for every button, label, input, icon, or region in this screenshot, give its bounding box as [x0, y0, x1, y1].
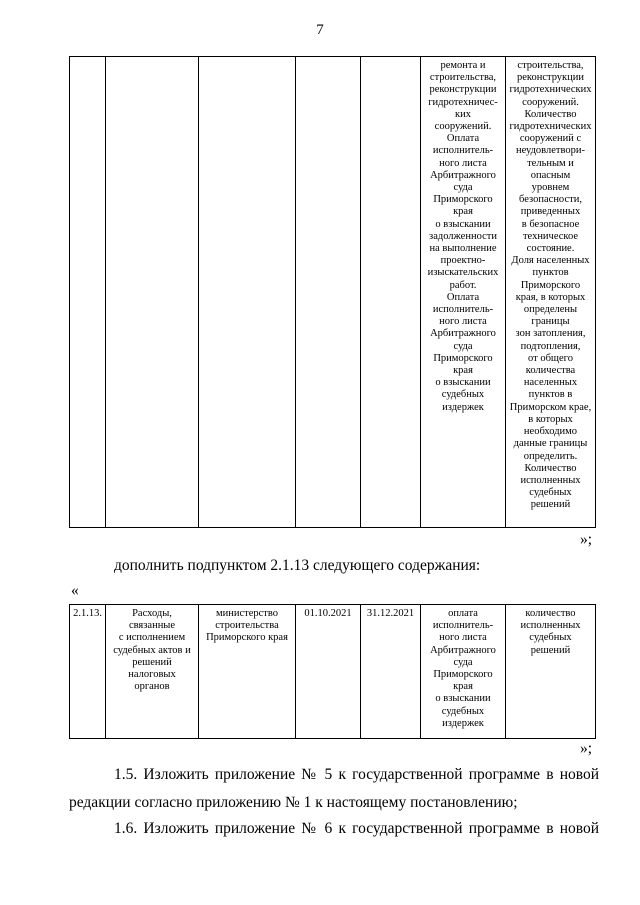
- cell-line: исполнитель-: [432, 620, 494, 632]
- cell-line: количества: [525, 365, 576, 377]
- cell-line: Приморском крае,: [509, 401, 592, 413]
- cell-line: реконструкции: [429, 84, 497, 96]
- cell-line: строительства,: [517, 60, 584, 71]
- row-indicator: [506, 605, 595, 657]
- cell-num: [70, 605, 106, 739]
- cell-line: края: [453, 206, 473, 218]
- cell-line: границы: [531, 316, 570, 328]
- paragraph-1-6: [69, 815, 599, 843]
- cell-event: [421, 605, 506, 739]
- cell-line: гидротехнических: [509, 121, 592, 133]
- cell-line: Приморского края: [206, 632, 288, 644]
- cell-start: [296, 57, 361, 528]
- table-continuation: [69, 56, 596, 528]
- cell-line: гидротехничес-: [428, 96, 498, 108]
- cell-line: необходимо: [523, 426, 578, 438]
- intro-text: дополнить подпунктом 2.1.13 следующего содержания:: [114, 557, 481, 574]
- cell-line: работ.: [449, 279, 477, 291]
- cell-line: Расходы,: [132, 608, 172, 619]
- cell-line: Оплата: [446, 291, 480, 303]
- cell-line: Приморского: [433, 352, 493, 364]
- event-text: [421, 57, 505, 414]
- cell-line: с исполнением: [118, 632, 186, 644]
- cell-line: решений: [530, 499, 571, 511]
- cell-line: Количество: [524, 108, 577, 120]
- cell-line: Количество: [524, 462, 577, 474]
- cell-event: [421, 57, 506, 528]
- cell-line: изыскательских: [427, 267, 499, 279]
- cell-line: ного листа: [439, 316, 487, 328]
- cell-line: гидротехнических: [509, 84, 592, 96]
- cell-end: [361, 57, 421, 528]
- cell-line: исполнитель-: [432, 145, 494, 157]
- cell-line: от общего: [528, 352, 573, 364]
- row-start-date: 01.10.2021: [304, 608, 352, 619]
- paragraph-line: редакции согласно приложению № 1 к настоящему постановлению;: [69, 794, 518, 811]
- cell-line: о взыскании: [435, 377, 491, 389]
- cell-line: исполнитель-: [432, 304, 494, 316]
- cell-line: суда: [453, 340, 473, 352]
- row-executor: [199, 605, 295, 645]
- row-number: 2.1.13.: [73, 608, 102, 619]
- cell-line: строительства,: [429, 72, 497, 84]
- closing-quote: »;: [580, 740, 593, 757]
- cell-end: [361, 605, 421, 739]
- cell-line: Приморского: [520, 279, 581, 291]
- cell-line: решений: [132, 656, 172, 668]
- cell-line: данные границы: [513, 438, 588, 450]
- cell-indicator: [506, 57, 596, 528]
- cell-line: проектно-: [440, 255, 486, 267]
- cell-line: населенных: [523, 377, 578, 389]
- cell-line: издержек: [442, 717, 484, 729]
- cell-line: суда: [453, 656, 473, 668]
- row-end-date: 31.12.2021: [366, 608, 415, 619]
- cell-line: о взыскании: [435, 218, 491, 230]
- cell-line: определить.: [523, 450, 578, 462]
- cell-line: Оплата: [446, 133, 480, 145]
- cell-line: на выполнение: [429, 243, 497, 255]
- cell-line: края, в которых: [515, 291, 586, 303]
- cell-line: определены: [523, 304, 578, 316]
- cell-line: края: [453, 681, 473, 693]
- cell-line: Арбитражного: [430, 169, 496, 181]
- row-name: [106, 605, 198, 693]
- cell-line: опасным: [530, 169, 571, 181]
- cell-line: Арбитражного: [430, 644, 496, 656]
- opening-quote: «: [71, 582, 79, 599]
- cell-line: сооружений.: [434, 121, 492, 133]
- page-number: 7: [316, 22, 324, 38]
- cell-line: ного листа: [439, 157, 487, 169]
- cell-line: судебных: [529, 632, 572, 644]
- cell-line: пунктов: [532, 267, 569, 279]
- cell-line: строительства: [215, 620, 279, 632]
- indicator-text: [506, 57, 595, 512]
- cell-line: количество: [525, 608, 576, 619]
- cell-line: неудовлетвори-: [515, 145, 585, 157]
- cell-line: Приморского: [433, 669, 493, 681]
- cell-line: судебных: [441, 389, 485, 401]
- cell-line: пунктов в: [528, 389, 573, 401]
- cell-line: оплата: [448, 608, 478, 619]
- cell-line: Арбитражного: [430, 328, 496, 340]
- cell-line: Доля населенных: [511, 255, 590, 267]
- cell-name: [106, 605, 199, 739]
- cell-line: суда: [453, 182, 473, 194]
- paragraph-line: 1.6. Изложить приложение № 6 к государственной программе в новой: [114, 820, 599, 837]
- cell-line: Приморского: [433, 194, 493, 206]
- cell-line: исполненных: [520, 474, 581, 486]
- cell-line: ремонта и: [440, 60, 486, 71]
- row-event: [421, 605, 505, 730]
- cell-line: ких: [455, 108, 471, 120]
- table-new-row: [69, 604, 596, 739]
- cell-executor: [199, 605, 296, 739]
- cell-line: зон затопления,: [515, 328, 586, 340]
- cell-line: издержек: [442, 401, 484, 413]
- cell-line: техническое: [522, 230, 579, 242]
- cell-line: судебных актов и: [113, 644, 191, 656]
- cell-line: реконструкции: [516, 72, 585, 84]
- cell-start: [296, 605, 361, 739]
- cell-line: состояние.: [526, 243, 575, 255]
- cell-line: министерство: [215, 608, 279, 619]
- cell-line: задолженности: [429, 230, 497, 242]
- cell-executor: [199, 57, 296, 528]
- cell-line: исполненных: [520, 620, 581, 632]
- cell-indicator: [506, 605, 596, 739]
- cell-line: связанные: [128, 620, 176, 632]
- closing-quote: »;: [580, 531, 593, 548]
- paragraph-1-5: [69, 761, 599, 817]
- cell-line: подтопления,: [520, 340, 581, 352]
- cell-line: в которых: [528, 413, 573, 425]
- cell-line: края: [453, 365, 473, 377]
- cell-num: [70, 57, 106, 528]
- cell-line: налоговых: [128, 669, 176, 681]
- paragraph-line: 1.5. Изложить приложение № 5 к государственной программе в новой: [114, 766, 599, 783]
- cell-line: судебных: [441, 705, 485, 717]
- cell-line: тельным и: [527, 157, 574, 169]
- cell-line: безопасности,: [519, 194, 582, 206]
- cell-name: [106, 57, 199, 528]
- cell-line: сооружений с: [519, 133, 582, 145]
- cell-line: уровнем: [531, 182, 570, 194]
- cell-line: ного листа: [439, 632, 487, 644]
- cell-line: в безопасное: [521, 218, 580, 230]
- cell-line: судебных: [529, 487, 572, 499]
- cell-line: сооружений.: [522, 96, 579, 108]
- cell-line: о взыскании: [435, 693, 491, 705]
- cell-line: органов: [134, 681, 170, 693]
- cell-line: решений: [530, 644, 571, 656]
- cell-line: приведенных: [520, 206, 581, 218]
